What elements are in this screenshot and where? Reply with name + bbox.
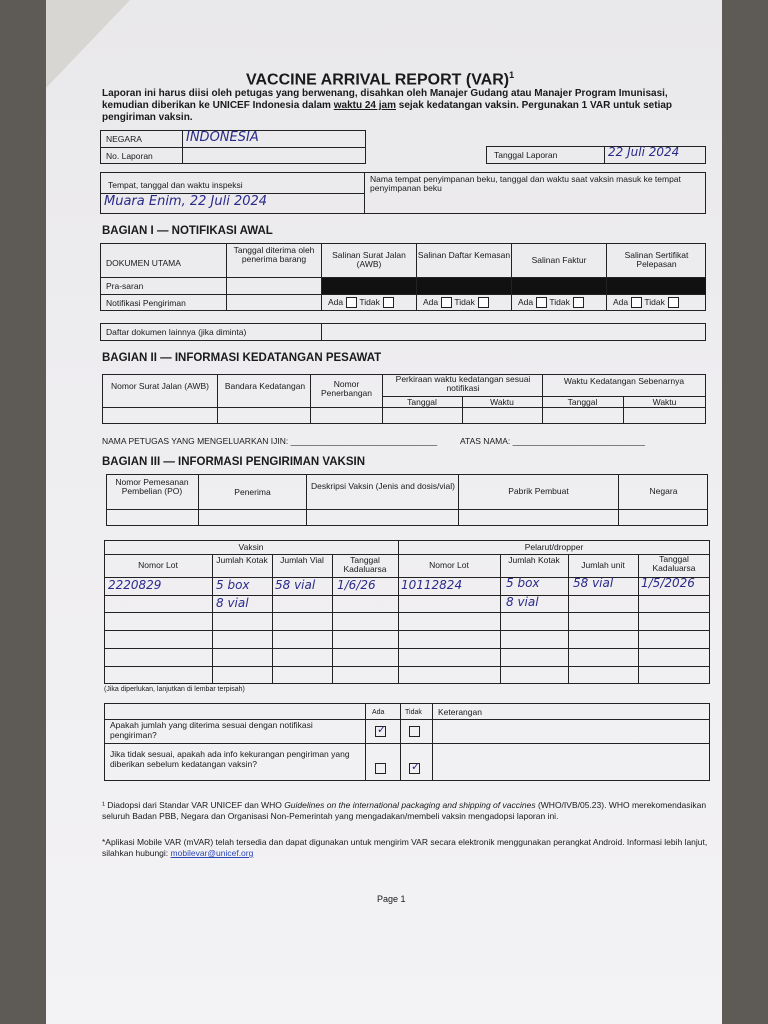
checkbox[interactable]: [631, 297, 642, 308]
intro-text: Laporan ini harus diisi oleh petugas yang berwenang, disahkan oleh Manajer Gudang atau Manajer Program Imunisasi, kemudian diberikan ke UNICEF Indonesia dalam: [102, 88, 668, 111]
q-tidak-header: Tidak: [405, 709, 422, 716]
page-number: Page 1: [377, 894, 406, 904]
col-salinan-awb: Salinan Surat Jalan (AWB): [332, 250, 406, 269]
section1-blackout: [321, 277, 706, 294]
ada-label: Ada: [518, 297, 534, 307]
faktur-ada-tidak: [518, 297, 584, 308]
lot-cell: 2220829: [108, 578, 162, 592]
sub-waktu-2: Waktu: [652, 397, 677, 407]
lot-col-nomor-lot-pelarut: Nomor Lot: [429, 560, 469, 570]
intro-paragraph: [102, 88, 702, 124]
lot-col-nomor-lot: Nomor Lot: [138, 560, 178, 570]
mobilevar-email-link[interactable]: mobilevar@unicef.org: [170, 848, 254, 859]
lot-col-kadaluarsa-pelarut: Tanggal Kadaluarsa: [652, 554, 696, 573]
col-salinan-kemasan: Salinan Daftar Kemasan: [417, 250, 511, 260]
no-laporan-label: No. Laporan: [106, 151, 153, 161]
atas-nama-label: ATAS NAMA: ____________________________: [460, 436, 645, 446]
section1-title: BAGIAN I — NOTIFIKASI AWAL: [102, 225, 273, 237]
lot-cell: 58 vial: [275, 578, 316, 592]
checkbox[interactable]: [573, 297, 584, 308]
intro-deadline: waktu 24 jam: [333, 100, 396, 111]
document-title: [246, 70, 514, 89]
footnote-2: [102, 837, 716, 859]
ada-label: Ada: [613, 297, 629, 307]
tanggal-laporan-label: Tanggal Laporan: [494, 150, 558, 160]
q-ada-header: Ada: [372, 709, 385, 716]
footnote-2-text: *Aplikasi Mobile VAR (mVAR) telah tersedia dan dapat digunakan untuk mengirim VAR secara elektronik menggunakan perangkat Android. Informasi lebih lanjut, silahkan hubungi:: [102, 837, 708, 859]
tidak-label: Tidak: [644, 297, 665, 307]
question-2: Jika tidak sesuai, apakah ada info kekurangan pengiriman yang diberikan sebelum kedatangan vaksin?: [110, 749, 350, 769]
checkbox[interactable]: [441, 297, 452, 308]
check-mark-icon: ✓: [377, 724, 387, 736]
check-mark-icon: ✓: [411, 761, 421, 773]
lot-cell: 5 box: [216, 578, 250, 592]
section2-title: BAGIAN II — INFORMASI KEDATANGAN PESAWAT: [102, 352, 382, 364]
lot-cell: 58 vial: [573, 576, 614, 590]
sub-waktu-1: Waktu: [490, 397, 514, 407]
lot-cell: 8 vial: [506, 595, 539, 609]
lot-cell: 5 box: [506, 576, 540, 590]
col-deskripsi: Deskripsi Vaksin (Jenis and dosis/vial): [311, 481, 455, 491]
lot-cell: 8 vial: [216, 596, 249, 610]
lot-col-jumlah-unit: Jumlah unit: [581, 560, 625, 570]
ada-label: Ada: [328, 297, 344, 307]
tidak-label: Tidak: [359, 297, 380, 307]
penyimpanan-label: Nama tempat penyimpanan beku, tanggal dan waktu saat vaksin masuk ke tempat penyimpanan beku: [370, 174, 681, 194]
petugas-label: NAMA PETUGAS YANG MENGELUARKAN IJIN: _______________________________: [102, 436, 438, 446]
col-salinan-faktur: Salinan Faktur: [531, 255, 587, 265]
col-tanggal-diterima: Tanggal diterima oleh penerima barang: [233, 245, 315, 264]
checkbox[interactable]: [478, 297, 489, 308]
q2-ada-checkbox[interactable]: [375, 763, 386, 774]
row-notifikasi: Notifikasi Pengiriman: [106, 298, 186, 308]
checkbox[interactable]: [668, 297, 679, 308]
page-fold-corner: [46, 0, 130, 88]
col-sebenarnya: Waktu Kedatangan Sebenarnya: [563, 376, 685, 386]
negara-value: INDONESIA: [186, 130, 259, 145]
ada-label: Ada: [423, 297, 439, 307]
lot-cell: 1/6/26: [337, 578, 376, 592]
lot-col-jumlah-kotak: Jumlah Kotak: [216, 555, 268, 565]
kemasan-ada-tidak: [423, 297, 489, 308]
footnote-1: [102, 800, 712, 822]
checkbox[interactable]: [346, 297, 357, 308]
col-nomor-penerbangan: Nomor Penerbangan: [320, 379, 373, 398]
lot-col-jumlah-kotak-pelarut: Jumlah Kotak: [508, 555, 560, 565]
lot-cell: 1/5/2026: [641, 576, 695, 590]
sertifikat-ada-tidak: [613, 297, 679, 308]
col-perkiraan: Perkiraan waktu kedatangan sesuai notifikasi: [395, 374, 531, 393]
tidak-label: Tidak: [549, 297, 570, 307]
tempat-label: Tempat, tanggal dan waktu inspeksi: [108, 180, 243, 190]
checkbox[interactable]: [536, 297, 547, 308]
tanggal-laporan-value: 22 Juli 2024: [608, 145, 680, 159]
footnote-1-text-end: (WHO/IVB/05.23). WHO merekomendasikan seluruh Badan PBB, Negara dan Organisasi Non-Pemerintah yang mengadakan/membeli vaksin mengadopsi laporan ini.: [102, 800, 707, 822]
document-page: [46, 0, 722, 1024]
col-salinan-sertifikat: Salinan Sertifikat Pelepasan: [624, 250, 689, 269]
footnote-1-text: ¹ Diadopsi dari Standar VAR UNICEF dan WHO: [102, 800, 285, 810]
vaksin-group-header: Vaksin: [238, 542, 264, 552]
sub-tanggal-1: Tanggal: [407, 397, 437, 407]
col-dokumen-utama: DOKUMEN UTAMA: [106, 258, 181, 268]
lot-col-jumlah-vial: Jumlah Vial: [280, 555, 324, 565]
col-pabrik: Pabrik Pembuat: [508, 486, 569, 496]
title-superscript: 1: [509, 70, 515, 80]
awb-ada-tidak: [328, 297, 394, 308]
lot-table-note: (Jika diperlukan, lanjutkan di lembar terpisah): [104, 686, 245, 693]
checkbox[interactable]: [383, 297, 394, 308]
col-penerima: Penerima: [234, 487, 271, 497]
lot-cell: 10112824: [401, 578, 463, 592]
footnote-1-italic: Guidelines on the international packaging and shipping of vaccines: [284, 800, 536, 810]
q1-ada-checkbox[interactable]: [375, 726, 386, 737]
col-bandara: Bandara Kedatangan: [224, 381, 306, 391]
col-nomor-po: Nomor Pemesanan Pembelian (PO): [115, 477, 189, 496]
row-pra-saran: Pra-saran: [106, 281, 144, 291]
title-text: VACCINE ARRIVAL REPORT (VAR): [246, 71, 510, 89]
tempat-value: Muara Enim, 22 Juli 2024: [104, 194, 268, 209]
lot-col-kadaluarsa: Tanggal Kadaluarsa: [343, 555, 387, 574]
col-negara: Negara: [649, 486, 678, 496]
q2-tidak-checkbox[interactable]: [409, 763, 420, 774]
q-keterangan-header: Keterangan: [438, 707, 482, 717]
daftar-dokumen-label: Daftar dokumen lainnya (jika diminta): [106, 327, 247, 337]
tidak-label: Tidak: [454, 297, 475, 307]
q1-tidak-checkbox[interactable]: [409, 726, 420, 737]
intro-text-end: sejak kedatangan vaksin. Pergunakan 1 VAR untuk setiap pengiriman vaksin.: [102, 100, 673, 123]
col-nomor-awb: Nomor Surat Jalan (AWB): [111, 381, 209, 391]
negara-label: NEGARA: [106, 134, 142, 144]
sub-tanggal-2: Tanggal: [567, 397, 598, 407]
pelarut-group-header: Pelarut/dropper: [524, 542, 584, 552]
question-1: Apakah jumlah yang diterima sesuai dengan notifikasi pengiriman?: [110, 720, 313, 740]
section3-title: BAGIAN III — INFORMASI PENGIRIMAN VAKSIN: [102, 456, 366, 468]
